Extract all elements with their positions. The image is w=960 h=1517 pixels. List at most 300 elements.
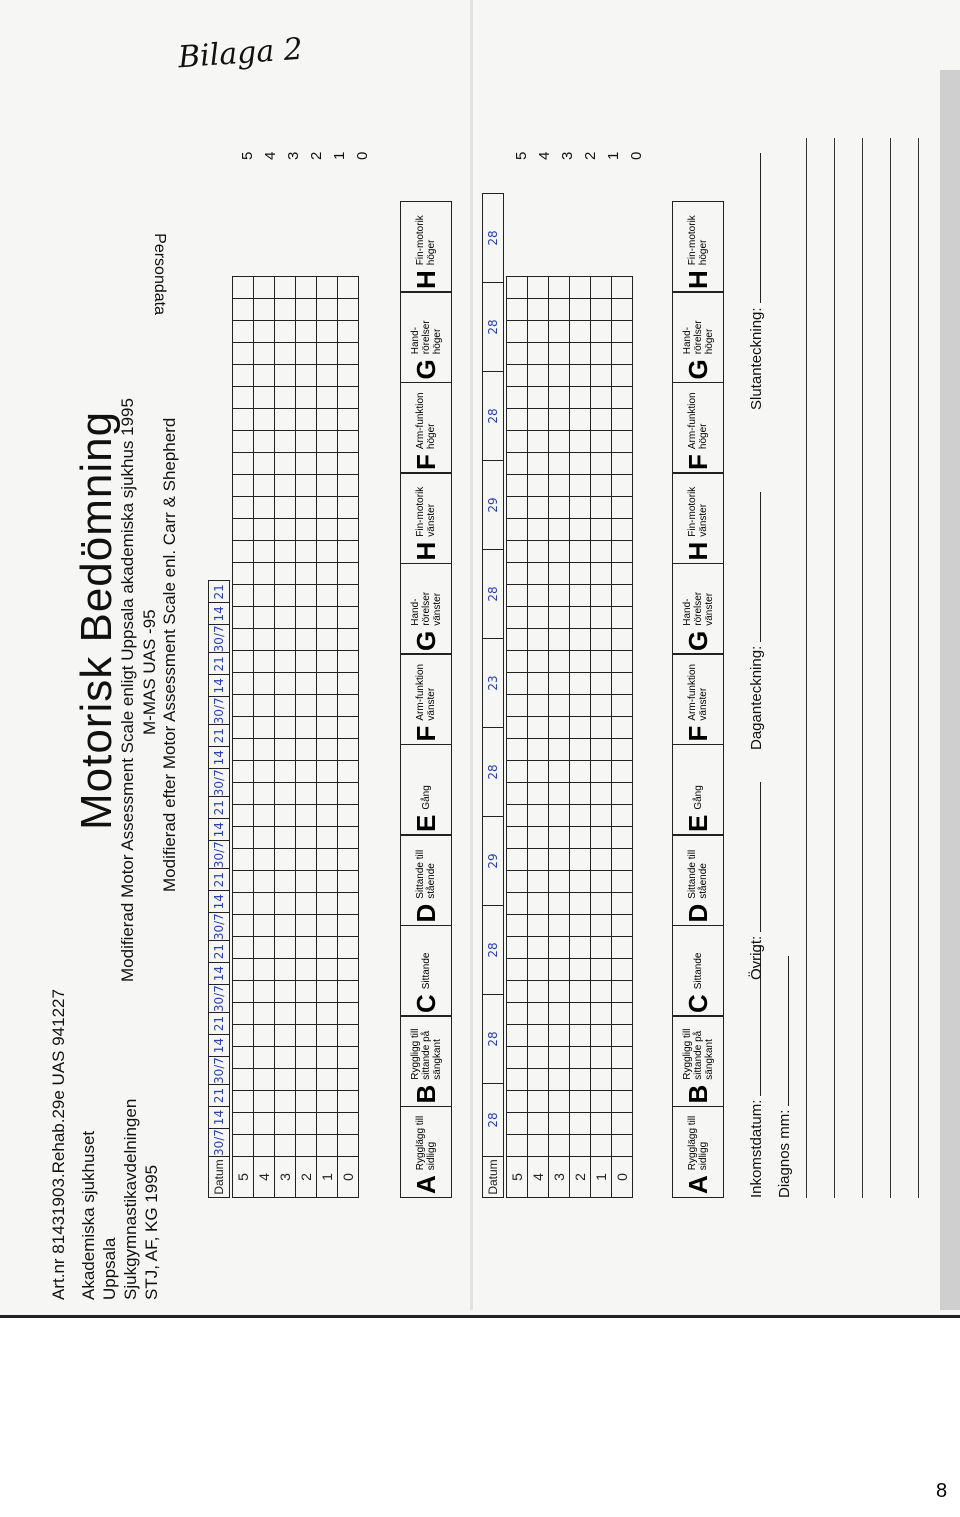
score-cell[interactable] bbox=[507, 1069, 528, 1091]
score-cell[interactable] bbox=[233, 981, 254, 1003]
score-cell[interactable] bbox=[233, 651, 254, 673]
score-cell[interactable] bbox=[338, 299, 359, 321]
score-cell[interactable] bbox=[528, 1135, 549, 1157]
score-cell[interactable] bbox=[591, 629, 612, 651]
score-cell[interactable] bbox=[275, 519, 296, 541]
score-cell[interactable] bbox=[549, 497, 570, 519]
score-cell[interactable] bbox=[612, 1025, 633, 1047]
score-cell[interactable] bbox=[549, 475, 570, 497]
score-cell[interactable] bbox=[296, 695, 317, 717]
score-cell[interactable] bbox=[338, 343, 359, 365]
score-cell[interactable] bbox=[296, 475, 317, 497]
score-cell[interactable] bbox=[317, 431, 338, 453]
score-cell[interactable] bbox=[254, 1025, 275, 1047]
score-cell[interactable] bbox=[528, 695, 549, 717]
score-cell[interactable] bbox=[612, 761, 633, 783]
score-cell[interactable] bbox=[233, 805, 254, 827]
score-cell[interactable] bbox=[317, 475, 338, 497]
score-cell[interactable] bbox=[275, 651, 296, 673]
score-cell[interactable] bbox=[570, 343, 591, 365]
score-cell[interactable] bbox=[275, 1047, 296, 1069]
score-cell[interactable] bbox=[254, 321, 275, 343]
score-cell[interactable] bbox=[233, 299, 254, 321]
score-cell[interactable] bbox=[507, 563, 528, 585]
score-cell[interactable] bbox=[233, 937, 254, 959]
score-cell[interactable] bbox=[528, 409, 549, 431]
score-cell[interactable] bbox=[612, 1069, 633, 1091]
score-cell[interactable] bbox=[317, 981, 338, 1003]
score-cell[interactable] bbox=[591, 563, 612, 585]
score-cell[interactable] bbox=[612, 871, 633, 893]
score-cell[interactable] bbox=[275, 365, 296, 387]
score-cell[interactable] bbox=[254, 739, 275, 761]
score-cell[interactable] bbox=[507, 1113, 528, 1135]
score-cell[interactable] bbox=[507, 1135, 528, 1157]
score-cell[interactable] bbox=[338, 497, 359, 519]
score-cell[interactable] bbox=[591, 915, 612, 937]
score-cell[interactable] bbox=[591, 475, 612, 497]
score-cell[interactable] bbox=[233, 431, 254, 453]
score-cell[interactable] bbox=[549, 695, 570, 717]
score-cell[interactable] bbox=[296, 739, 317, 761]
score-cell[interactable] bbox=[570, 541, 591, 563]
score-cell[interactable] bbox=[233, 563, 254, 585]
score-cell[interactable] bbox=[612, 541, 633, 563]
score-cell[interactable] bbox=[528, 497, 549, 519]
score-cell[interactable] bbox=[612, 783, 633, 805]
score-cell[interactable] bbox=[528, 937, 549, 959]
score-cell[interactable] bbox=[317, 761, 338, 783]
score-cell[interactable] bbox=[296, 1135, 317, 1157]
score-cell[interactable] bbox=[338, 563, 359, 585]
score-cell[interactable] bbox=[549, 739, 570, 761]
score-cell[interactable] bbox=[591, 805, 612, 827]
score-cell[interactable] bbox=[296, 893, 317, 915]
score-cell[interactable] bbox=[507, 409, 528, 431]
score-cell[interactable] bbox=[549, 321, 570, 343]
score-cell[interactable] bbox=[528, 1091, 549, 1113]
score-cell[interactable] bbox=[275, 1135, 296, 1157]
score-cell[interactable] bbox=[296, 563, 317, 585]
score-cell[interactable] bbox=[549, 585, 570, 607]
score-cell[interactable] bbox=[549, 431, 570, 453]
score-cell[interactable] bbox=[338, 1069, 359, 1091]
score-cell[interactable] bbox=[528, 453, 549, 475]
score-cell[interactable] bbox=[296, 915, 317, 937]
score-cell[interactable] bbox=[338, 1091, 359, 1113]
score-cell[interactable] bbox=[296, 453, 317, 475]
score-cell[interactable] bbox=[549, 453, 570, 475]
score-cell[interactable] bbox=[570, 915, 591, 937]
score-cell[interactable] bbox=[549, 915, 570, 937]
score-cell[interactable] bbox=[338, 409, 359, 431]
score-cell[interactable] bbox=[528, 1113, 549, 1135]
score-cell[interactable] bbox=[254, 563, 275, 585]
score-cell[interactable] bbox=[507, 365, 528, 387]
score-cell[interactable] bbox=[254, 277, 275, 299]
score-cell[interactable] bbox=[507, 541, 528, 563]
score-cell[interactable] bbox=[591, 299, 612, 321]
score-cell[interactable] bbox=[275, 1025, 296, 1047]
score-cell[interactable] bbox=[570, 1025, 591, 1047]
score-cell[interactable] bbox=[591, 1025, 612, 1047]
score-cell[interactable] bbox=[338, 651, 359, 673]
score-cell[interactable] bbox=[570, 365, 591, 387]
score-cell[interactable] bbox=[254, 673, 275, 695]
score-cell[interactable] bbox=[591, 1135, 612, 1157]
score-cell[interactable] bbox=[549, 959, 570, 981]
score-cell[interactable] bbox=[570, 387, 591, 409]
score-cell[interactable] bbox=[275, 1003, 296, 1025]
score-cell[interactable] bbox=[591, 519, 612, 541]
score-cell[interactable] bbox=[275, 981, 296, 1003]
score-cell[interactable] bbox=[275, 783, 296, 805]
score-cell[interactable] bbox=[591, 607, 612, 629]
score-cell[interactable] bbox=[275, 629, 296, 651]
score-cell[interactable] bbox=[275, 563, 296, 585]
score-cell[interactable] bbox=[507, 959, 528, 981]
score-cell[interactable] bbox=[549, 849, 570, 871]
score-cell[interactable] bbox=[507, 629, 528, 651]
score-cell[interactable] bbox=[317, 1091, 338, 1113]
score-cell[interactable] bbox=[549, 629, 570, 651]
score-cell[interactable] bbox=[549, 981, 570, 1003]
score-cell[interactable] bbox=[507, 805, 528, 827]
score-cell[interactable] bbox=[570, 585, 591, 607]
score-cell[interactable] bbox=[528, 541, 549, 563]
score-cell[interactable] bbox=[296, 849, 317, 871]
score-cell[interactable] bbox=[549, 1113, 570, 1135]
score-cell[interactable] bbox=[528, 1003, 549, 1025]
score-cell[interactable] bbox=[317, 497, 338, 519]
score-cell[interactable] bbox=[612, 1091, 633, 1113]
score-cell[interactable] bbox=[254, 981, 275, 1003]
score-cell[interactable] bbox=[549, 651, 570, 673]
score-cell[interactable] bbox=[254, 893, 275, 915]
score-cell[interactable] bbox=[591, 431, 612, 453]
score-cell[interactable] bbox=[612, 607, 633, 629]
score-cell[interactable] bbox=[591, 1047, 612, 1069]
score-cell[interactable] bbox=[612, 805, 633, 827]
score-cell[interactable] bbox=[591, 1113, 612, 1135]
score-cell[interactable] bbox=[528, 299, 549, 321]
score-cell[interactable] bbox=[338, 541, 359, 563]
score-cell[interactable] bbox=[591, 651, 612, 673]
score-cell[interactable] bbox=[317, 321, 338, 343]
score-cell[interactable] bbox=[317, 1025, 338, 1047]
score-cell[interactable] bbox=[317, 717, 338, 739]
score-cell[interactable] bbox=[296, 387, 317, 409]
score-cell[interactable] bbox=[570, 717, 591, 739]
score-cell[interactable] bbox=[254, 959, 275, 981]
score-cell[interactable] bbox=[317, 739, 338, 761]
score-cell[interactable] bbox=[275, 827, 296, 849]
score-cell[interactable] bbox=[570, 321, 591, 343]
score-cell[interactable] bbox=[528, 387, 549, 409]
score-cell[interactable] bbox=[296, 673, 317, 695]
score-cell[interactable] bbox=[254, 1047, 275, 1069]
score-cell[interactable] bbox=[233, 277, 254, 299]
score-cell[interactable] bbox=[570, 673, 591, 695]
score-cell[interactable] bbox=[612, 277, 633, 299]
score-cell[interactable] bbox=[591, 277, 612, 299]
score-cell[interactable] bbox=[296, 761, 317, 783]
score-cell[interactable] bbox=[591, 695, 612, 717]
score-cell[interactable] bbox=[275, 871, 296, 893]
score-cell[interactable] bbox=[254, 497, 275, 519]
score-cell[interactable] bbox=[528, 827, 549, 849]
score-cell[interactable] bbox=[254, 1091, 275, 1113]
score-cell[interactable] bbox=[233, 409, 254, 431]
score-cell[interactable] bbox=[591, 541, 612, 563]
score-cell[interactable] bbox=[612, 827, 633, 849]
score-cell[interactable] bbox=[338, 387, 359, 409]
score-cell[interactable] bbox=[612, 717, 633, 739]
score-cell[interactable] bbox=[528, 915, 549, 937]
score-cell[interactable] bbox=[591, 453, 612, 475]
score-cell[interactable] bbox=[296, 343, 317, 365]
score-cell[interactable] bbox=[233, 343, 254, 365]
score-cell[interactable] bbox=[338, 739, 359, 761]
score-cell[interactable] bbox=[338, 673, 359, 695]
score-cell[interactable] bbox=[549, 277, 570, 299]
score-cell[interactable] bbox=[570, 1113, 591, 1135]
score-cell[interactable] bbox=[338, 827, 359, 849]
score-cell[interactable] bbox=[591, 365, 612, 387]
score-cell[interactable] bbox=[317, 893, 338, 915]
score-cell[interactable] bbox=[254, 387, 275, 409]
score-cell[interactable] bbox=[591, 761, 612, 783]
score-cell[interactable] bbox=[233, 607, 254, 629]
score-cell[interactable] bbox=[254, 431, 275, 453]
score-cell[interactable] bbox=[233, 475, 254, 497]
score-cell[interactable] bbox=[296, 937, 317, 959]
score-cell[interactable] bbox=[528, 277, 549, 299]
score-cell[interactable] bbox=[507, 607, 528, 629]
score-cell[interactable] bbox=[296, 1047, 317, 1069]
score-cell[interactable] bbox=[528, 959, 549, 981]
score-cell[interactable] bbox=[338, 871, 359, 893]
score-cell[interactable] bbox=[591, 783, 612, 805]
score-cell[interactable] bbox=[275, 541, 296, 563]
score-cell[interactable] bbox=[591, 1091, 612, 1113]
score-cell[interactable] bbox=[570, 739, 591, 761]
score-cell[interactable] bbox=[233, 387, 254, 409]
score-cell[interactable] bbox=[507, 651, 528, 673]
score-cell[interactable] bbox=[338, 321, 359, 343]
score-cell[interactable] bbox=[296, 497, 317, 519]
score-cell[interactable] bbox=[549, 541, 570, 563]
score-cell[interactable] bbox=[528, 893, 549, 915]
score-cell[interactable] bbox=[233, 453, 254, 475]
score-cell[interactable] bbox=[570, 453, 591, 475]
score-cell[interactable] bbox=[254, 629, 275, 651]
score-cell[interactable] bbox=[317, 563, 338, 585]
score-cell[interactable] bbox=[549, 1003, 570, 1025]
score-cell[interactable] bbox=[317, 277, 338, 299]
score-cell[interactable] bbox=[296, 1025, 317, 1047]
score-cell[interactable] bbox=[338, 1135, 359, 1157]
score-cell[interactable] bbox=[233, 673, 254, 695]
score-cell[interactable] bbox=[591, 871, 612, 893]
score-cell[interactable] bbox=[591, 585, 612, 607]
score-cell[interactable] bbox=[233, 497, 254, 519]
score-cell[interactable] bbox=[591, 1003, 612, 1025]
score-cell[interactable] bbox=[338, 585, 359, 607]
score-cell[interactable] bbox=[507, 761, 528, 783]
score-cell[interactable] bbox=[612, 673, 633, 695]
score-cell[interactable] bbox=[612, 343, 633, 365]
score-cell[interactable] bbox=[275, 607, 296, 629]
score-cell[interactable] bbox=[338, 805, 359, 827]
score-cell[interactable] bbox=[296, 321, 317, 343]
score-cell[interactable] bbox=[612, 981, 633, 1003]
score-cell[interactable] bbox=[317, 343, 338, 365]
score-cell[interactable] bbox=[612, 1003, 633, 1025]
score-cell[interactable] bbox=[570, 563, 591, 585]
score-cell[interactable] bbox=[549, 827, 570, 849]
score-cell[interactable] bbox=[254, 1135, 275, 1157]
score-cell[interactable] bbox=[338, 1003, 359, 1025]
score-cell[interactable] bbox=[507, 1003, 528, 1025]
score-cell[interactable] bbox=[275, 937, 296, 959]
score-cell[interactable] bbox=[317, 629, 338, 651]
score-cell[interactable] bbox=[233, 717, 254, 739]
score-cell[interactable] bbox=[528, 981, 549, 1003]
score-cell[interactable] bbox=[317, 1135, 338, 1157]
score-cell[interactable] bbox=[612, 475, 633, 497]
score-cell[interactable] bbox=[254, 299, 275, 321]
score-cell[interactable] bbox=[570, 431, 591, 453]
score-cell[interactable] bbox=[275, 959, 296, 981]
score-cell[interactable] bbox=[591, 343, 612, 365]
score-cell[interactable] bbox=[549, 893, 570, 915]
score-cell[interactable] bbox=[233, 519, 254, 541]
score-cell[interactable] bbox=[338, 1025, 359, 1047]
score-cell[interactable] bbox=[275, 695, 296, 717]
score-cell[interactable] bbox=[528, 717, 549, 739]
score-cell[interactable] bbox=[507, 519, 528, 541]
score-cell[interactable] bbox=[528, 1069, 549, 1091]
score-cell[interactable] bbox=[275, 585, 296, 607]
score-cell[interactable] bbox=[549, 673, 570, 695]
score-cell[interactable] bbox=[612, 365, 633, 387]
score-cell[interactable] bbox=[549, 1091, 570, 1113]
score-cell[interactable] bbox=[275, 893, 296, 915]
score-cell[interactable] bbox=[317, 915, 338, 937]
score-cell[interactable] bbox=[233, 827, 254, 849]
score-cell[interactable] bbox=[528, 431, 549, 453]
score-cell[interactable] bbox=[296, 409, 317, 431]
score-cell[interactable] bbox=[528, 1025, 549, 1047]
score-cell[interactable] bbox=[338, 981, 359, 1003]
score-cell[interactable] bbox=[296, 1069, 317, 1091]
score-cell[interactable] bbox=[317, 695, 338, 717]
score-cell[interactable] bbox=[507, 783, 528, 805]
score-cell[interactable] bbox=[528, 1047, 549, 1069]
score-cell[interactable] bbox=[296, 783, 317, 805]
score-cell[interactable] bbox=[317, 519, 338, 541]
score-cell[interactable] bbox=[528, 673, 549, 695]
score-cell[interactable] bbox=[507, 497, 528, 519]
score-cell[interactable] bbox=[254, 915, 275, 937]
score-cell[interactable] bbox=[275, 343, 296, 365]
score-cell[interactable] bbox=[317, 299, 338, 321]
score-cell[interactable] bbox=[507, 1091, 528, 1113]
score-cell[interactable] bbox=[528, 343, 549, 365]
score-cell[interactable] bbox=[570, 629, 591, 651]
score-cell[interactable] bbox=[591, 673, 612, 695]
score-cell[interactable] bbox=[233, 1003, 254, 1025]
score-cell[interactable] bbox=[275, 739, 296, 761]
score-cell[interactable] bbox=[570, 497, 591, 519]
score-cell[interactable] bbox=[233, 629, 254, 651]
score-cell[interactable] bbox=[570, 1003, 591, 1025]
score-cell[interactable] bbox=[296, 981, 317, 1003]
score-cell[interactable] bbox=[570, 827, 591, 849]
score-cell[interactable] bbox=[233, 915, 254, 937]
score-cell[interactable] bbox=[570, 695, 591, 717]
score-cell[interactable] bbox=[338, 915, 359, 937]
score-cell[interactable] bbox=[338, 849, 359, 871]
score-cell[interactable] bbox=[591, 937, 612, 959]
score-cell[interactable] bbox=[254, 805, 275, 827]
score-cell[interactable] bbox=[296, 959, 317, 981]
score-cell[interactable] bbox=[549, 607, 570, 629]
score-cell[interactable] bbox=[275, 453, 296, 475]
score-cell[interactable] bbox=[507, 739, 528, 761]
score-cell[interactable] bbox=[317, 651, 338, 673]
score-cell[interactable] bbox=[570, 1047, 591, 1069]
score-cell[interactable] bbox=[317, 1003, 338, 1025]
score-cell[interactable] bbox=[338, 1113, 359, 1135]
score-cell[interactable] bbox=[275, 805, 296, 827]
score-cell[interactable] bbox=[570, 299, 591, 321]
score-cell[interactable] bbox=[507, 673, 528, 695]
score-cell[interactable] bbox=[591, 739, 612, 761]
score-cell[interactable] bbox=[507, 431, 528, 453]
score-cell[interactable] bbox=[570, 607, 591, 629]
score-cell[interactable] bbox=[591, 981, 612, 1003]
score-cell[interactable] bbox=[338, 607, 359, 629]
score-cell[interactable] bbox=[275, 849, 296, 871]
score-cell[interactable] bbox=[275, 299, 296, 321]
score-cell[interactable] bbox=[549, 937, 570, 959]
score-cell[interactable] bbox=[254, 827, 275, 849]
score-cell[interactable] bbox=[317, 1069, 338, 1091]
score-cell[interactable] bbox=[233, 695, 254, 717]
score-cell[interactable] bbox=[612, 739, 633, 761]
score-cell[interactable] bbox=[507, 893, 528, 915]
score-cell[interactable] bbox=[296, 585, 317, 607]
score-cell[interactable] bbox=[254, 1113, 275, 1135]
score-cell[interactable] bbox=[338, 475, 359, 497]
score-cell[interactable] bbox=[549, 409, 570, 431]
score-cell[interactable] bbox=[338, 717, 359, 739]
score-cell[interactable] bbox=[317, 1113, 338, 1135]
score-cell[interactable] bbox=[612, 937, 633, 959]
score-cell[interactable] bbox=[254, 1003, 275, 1025]
score-cell[interactable] bbox=[254, 453, 275, 475]
score-cell[interactable] bbox=[570, 475, 591, 497]
score-cell[interactable] bbox=[507, 1047, 528, 1069]
score-cell[interactable] bbox=[507, 937, 528, 959]
score-cell[interactable] bbox=[317, 607, 338, 629]
score-cell[interactable] bbox=[549, 871, 570, 893]
score-cell[interactable] bbox=[549, 1069, 570, 1091]
score-cell[interactable] bbox=[549, 783, 570, 805]
score-cell[interactable] bbox=[233, 1069, 254, 1091]
